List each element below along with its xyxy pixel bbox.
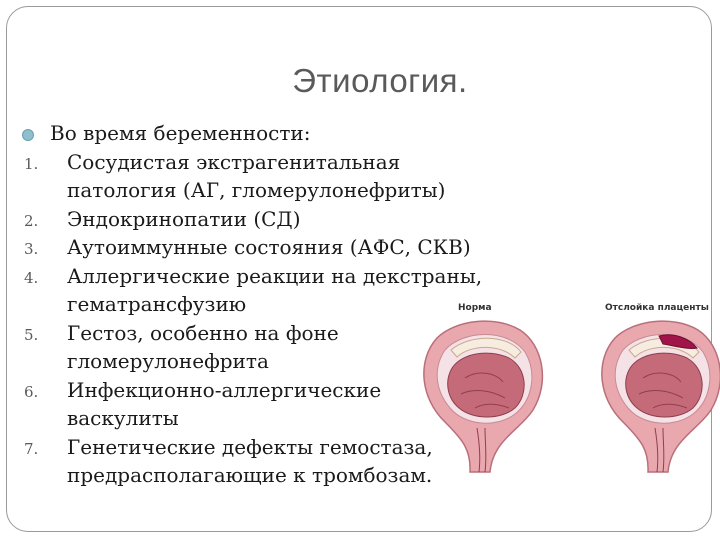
uterus-abruption: [602, 321, 720, 472]
list-item-text: гематрансфузию: [67, 292, 247, 316]
list-number: 1.: [24, 154, 39, 173]
label-normal: Норма: [458, 303, 492, 313]
intro-bullet: [0, 119, 720, 148]
list-item-text: патология (АГ, гломерулонефриты): [67, 178, 446, 202]
list-item-text: Генетические дефекты гемостаза,: [67, 434, 433, 459]
list-item-text: Инфекционно-аллергические: [67, 377, 382, 402]
list-item-text: Аллергические реакции на декстраны,: [67, 263, 483, 288]
list-item-text: васкулиты: [67, 406, 179, 430]
list-item-text: Аутоиммунные состояния (АФС, СКВ): [67, 235, 471, 259]
list-number: 6.: [24, 382, 39, 401]
list-item-text: гломерулонефрита: [67, 349, 269, 373]
list-item-text: Сосудистая экстрагенитальная: [67, 149, 401, 174]
list-item-text: Гестоз, особенно на фоне: [67, 320, 339, 345]
placenta-illustration: [415, 290, 720, 485]
list-item: [0, 148, 720, 205]
list-item: [0, 205, 720, 234]
bullet-icon: [22, 129, 34, 141]
list-item: [0, 233, 720, 262]
slide-title: Этиология.: [292, 62, 468, 99]
uterus-diagrams-svg: [415, 290, 720, 485]
list-number: 7.: [24, 439, 39, 458]
label-abruption: Отслойка плаценты: [605, 303, 709, 313]
uterus-normal: [424, 321, 543, 472]
list-item-text: предрасполагающие к тромбозам.: [67, 463, 433, 487]
list-number: 5.: [24, 325, 39, 344]
list-item-text: Эндокринопатии (СД): [67, 206, 301, 231]
list-number: 2.: [24, 211, 39, 230]
list-number: 4.: [24, 268, 39, 287]
intro-text: Во время беременности:: [50, 121, 311, 145]
list-number: 3.: [24, 240, 39, 258]
